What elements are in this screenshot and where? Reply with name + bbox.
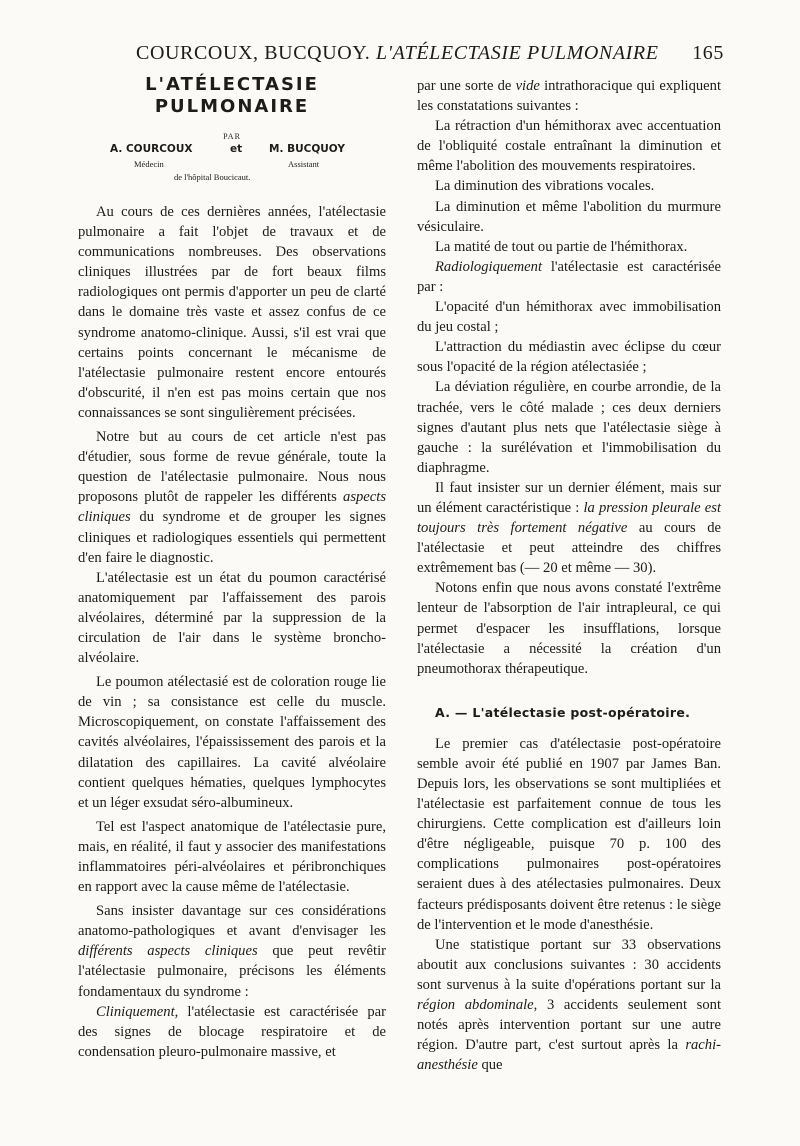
emphasis: Radiologiquement <box>435 258 543 275</box>
paragraph: Sans insister davantage sur ces considérations anatomo-pathologiques et avant d'envisager les différents aspects cliniques que peut revêtir l'atélectasie pulmonaire, précisons les éléments fondamentaux du syndrome : <box>78 903 386 1000</box>
emphasis: Cliniquement <box>96 1003 175 1020</box>
paragraph: Une statistique portant sur 33 observations aboutit aux conclusions suivantes : 30 accidents sont survenus à la suite d'opérations portant sur la région abdominale, 3 accidents seulement sont notés après intervention portant sur une autre région. D'autre part, c'est surtout après la rachi-anesthésie que <box>417 936 721 1074</box>
right-column <box>417 76 721 1075</box>
article-title-line-2: PULMONAIRE <box>154 96 310 117</box>
paragraph: Notons enfin que nous avons constaté l'extrême lenteur de l'absorption de l'air intrapleural, ce qui permet d'espacer les insufflations, lorsque l'atélectasie a nécessité la création d'un pneumothorax thérapeutique. <box>417 580 721 677</box>
paragraph: L'attraction du médiastin avec éclipse du cœur sous l'opacité de la région atélectasiée ; <box>417 339 721 376</box>
emphasis: rachi-anesthésie <box>417 1037 721 1074</box>
emphasis: aspects cliniques <box>78 489 386 526</box>
paragraph: L'opacité d'un hémithorax avec immobilisation du jeu costal ; <box>417 299 721 336</box>
paragraph: L'atélectasie est un état du poumon caractérisé anatomiquement par l'affaissement des parois alvéolaires, déterminé par la suppression de la circulation de l'air dans le système broncho-alvéolaire. <box>78 569 386 667</box>
emphasis: vide <box>515 78 540 94</box>
author-bucquoy: M. BUCQUOY <box>269 143 345 155</box>
paragraph: Le poumon atélectasié est de coloration rouge lie de vin ; sa consistance est celle du muscle. Microscopiquement, on constate l'affaissement des cavités alvéolaires, l'épaississement des parois et la dilatation des capillaires. La cavité alvéolaire contient quelques hématies, quelques lymphocytes et un léger exsudat séro-albumineux. <box>78 674 386 811</box>
running-head-authors: COURCOUX, BUCQUOY. <box>136 42 371 64</box>
paragraph: Radiologiquement l'atélectasie est caractérisée par : <box>417 258 721 295</box>
paragraph: La diminution des vibrations vocales. <box>435 178 655 195</box>
paragraph: Notre but au cours de cet article n'est pas d'étudier, sous forme de revue générale, toute la question de l'atélectasie pulmonaire. Nous nous proposons plutôt de rappeler les différents aspects cliniques du syndrome et de grouper les signes cliniques et radiologiques essentiels qui permettent d'en faire le diagnostic. <box>78 429 386 566</box>
author1-role: Médecin <box>134 159 164 169</box>
paragraph: Le premier cas d'atélectasie post-opératoire semble avoir été publié en 1907 par James Ban. Depuis lors, les observations se sont multipliées et l'atélectasie est parfaitement connue de tous les chirurgiens. Cette complication est d'ailleurs loin d'être négligeable, puisque 70 p. 100 des complications pulmonaires post-opératoires seraient dues à des atélectasies pulmonaires. Deux facteurs prédisposants doivent être retenus : le siège de l'intervention et le mode d'anesthésie. <box>417 735 721 933</box>
paragraph: La déviation régulière, en courbe arrondie, de la trachée, vers le côté malade ; ces deux derniers signes d'autant plus nets que l'atélectasie siège à gauche : la surélévation et l'immobilisation du diaphragme. <box>417 379 721 476</box>
paragraph: Tel est l'aspect anatomique de l'atélectasie pure, mais, en réalité, il faut y associer des manifestations inflammatoires péri-alvéolaires et péribronchiques en rapport avec la cause même de l'atélectasie. <box>78 818 386 896</box>
paragraph: Il faut insister sur un dernier élément, mais sur un élément caractéristique : la pression pleurale est toujours très fortement négative au cours de l'atélectasie et peut atteindre des chiffres extrêmement bas (— 20 et même — 30). <box>417 479 721 577</box>
authors-line <box>78 143 386 159</box>
paragraph: Cliniquement, l'atélectasie est caractérisée par des signes de blocage respiratoire et de condensation pleuro-pulmonaire massive, et <box>78 1003 386 1060</box>
running-head-title: L'ATÉLECTASIE PULMONAIRE <box>375 42 659 64</box>
paragraph: Au cours de ces dernières années, l'atélectasie pulmonaire a fait l'objet de travaux et de communications nombreuses. Des observations cliniques illustrées par de fort beaux films radiologiques ont permis d'apporter un peu de clarté dans le domaine très vaste et assez confus de ce syndrome anatomo-clinique. Aussi, s'il est vrai que certains points concernant le mécanisme de l'atélectasie pulmonaire restent encore entourés d'obscurité, il n'en est pas moins certain que nos connaissances se sont singulièrement précisées. <box>78 204 386 421</box>
paragraph: La matité de tout ou partie de l'hémithorax. <box>435 238 688 255</box>
article-title <box>78 74 386 118</box>
left-column <box>78 202 386 1062</box>
article-title-line-1: L'ATÉLECTASIE <box>145 74 319 95</box>
emphasis: région abdominale <box>417 997 534 1014</box>
paragraph: La diminution et même l'abolition du murmure vésiculaire. <box>417 198 721 235</box>
author2-role: Assistant <box>288 159 320 169</box>
paragraph: par une sorte de vide intrathoracique qui expliquent les constatations suivantes : <box>417 78 721 115</box>
affiliation: de l'hôpital Boucicaut. <box>174 172 251 182</box>
author-conjunction: et <box>230 143 243 155</box>
byline-par: PAR <box>223 132 241 141</box>
emphasis: différents aspects cliniques <box>78 943 258 960</box>
author-roles <box>78 159 386 171</box>
section-heading: A. — L'atélectasie post-opératoire. <box>435 704 691 720</box>
emphasis: la pression pleurale est toujours très fortement négative <box>417 499 721 537</box>
article-title-block <box>78 74 386 182</box>
paragraph: La rétraction d'un hémithorax avec accentuation de l'obliquité costale entraînant la diminution et même l'abolition des mouvements respiratoires. <box>417 118 721 175</box>
page-number: 165 <box>692 42 724 64</box>
running-head <box>136 42 724 65</box>
author-courcoux: A. COURCOUX <box>110 143 193 155</box>
